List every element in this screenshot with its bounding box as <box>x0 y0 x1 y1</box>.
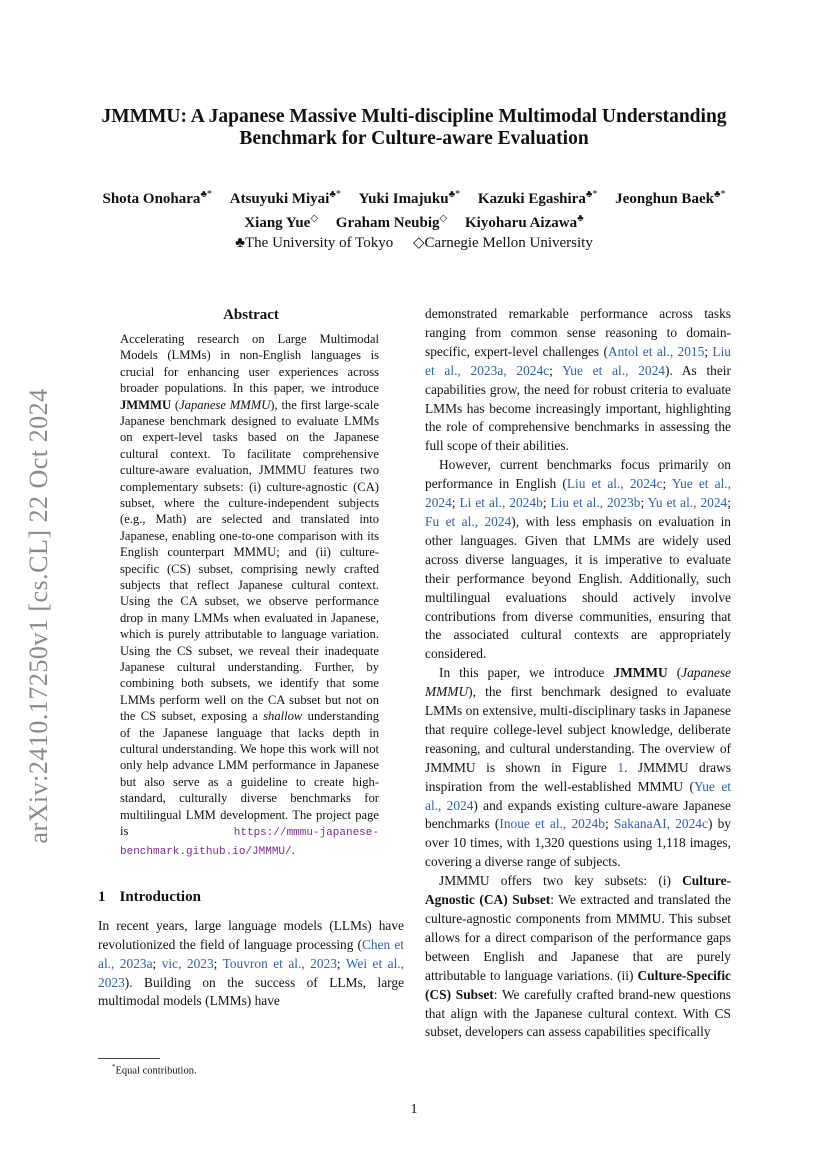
left-column <box>98 306 404 1011</box>
affiliation: ◇Carnegie Mellon University <box>413 235 593 251</box>
intro-paragraph-3: However, current benchmarks focus primarily on performance in English (Liu et al., 2024c; Yue et al., 2024; Li et al., 2024b; Liu et al., 2023b; Yu et al., 2024; Fu et al., 2024), with less emphasis on evaluation in other languages. Given that LMMs are widely used across diverse languages, it is imperative to evaluate their performance beyond English. Additionally, such multilingual evaluations should actively involve contributions from diverse communities, ensuring that the associated cultural contexts are appropriately considered. <box>425 457 732 662</box>
citation-link[interactable]: Wei et al., 2023 <box>98 955 405 990</box>
paper-title <box>80 106 748 150</box>
citation-link[interactable]: Antol et al., 2015 <box>607 343 705 359</box>
intro-paragraph-5: JMMMU offers two key subsets: (i) Culture-Agnostic (CA) Subset: We extracted and translated the culture-agnostic components from MMMU. This subset allows for a direct comparison of the performance gaps between English and Japanese that are purely attributable to language variations. (ii) Culture-Specific (CS) Subset: We carefully crafted brand-new questions that align with the Japanese cultural context. With CS subset, developers can assess capabilities specifically <box>425 873 731 1040</box>
intro-paragraph-1: In recent years, large language models (LLMs) have revolutionized the field of language processing (Chen et al., 2023a; vic, 2023; Touvron et al., 2023; Wei et al., 2023). Building on the success of LLMs, large multimodal models (LMMs) have <box>98 917 405 1009</box>
section-heading-introduction: 1 Introduction <box>98 888 201 905</box>
citation-link[interactable]: Inoue et al., 2024b <box>499 816 605 832</box>
citation-link[interactable]: Liu et al., 2024c <box>566 476 663 492</box>
citation-link[interactable]: Liu et al., 2023b <box>550 495 641 511</box>
intro-paragraph-4: In this paper, we introduce JMMMU (Japanese MMMU), the first benchmark designed to evaluate LMMs on extensive, multi-disciplinary tasks in Japanese that require college-level subject knowledge, deliberate reasoning, and cultural understanding. The overview of JMMMU is shown in Figure 1. JMMMU draws inspiration from the well-established MMMU (Yue et al., 2024) and expands existing culture-aware Japanese benchmarks (Inoue et al., 2024b; SakanaAI, 2024c) by over 10 times, with 1,320 questions using 1,118 images, covering a diverse range of subjects. <box>425 665 732 870</box>
author: Kazuki Egashira♣* <box>477 189 598 207</box>
intro-paragraph-2: demonstrated remarkable performance across tasks ranging from common sense reasoning to domain-specific, expert-level challenges (Antol et al., 2015; Liu et al., 2023a, 2024c; Yue et al., 2024). As their capabilities grow, the need for robust criteria to evaluate LMMs has become increasingly important, highlighting the role of comprehensive benchmarks in assessing the full scope of their abilities. <box>425 306 731 454</box>
author: Graham Neubig◇ <box>335 213 448 231</box>
abstract-heading: Abstract <box>223 307 279 323</box>
author-block <box>40 185 788 253</box>
page-number: 1 <box>410 1102 418 1117</box>
citation-link[interactable]: SakanaAI, 2024c <box>613 816 708 832</box>
citation-link[interactable]: Touvron et al., 2023 <box>222 955 337 971</box>
citation-link[interactable]: Chen et al., 2023a <box>98 936 405 971</box>
footnote: *Equal contribution. <box>112 1063 197 1077</box>
citation-link[interactable]: Yu et al., 2024 <box>647 495 728 511</box>
citation-link[interactable]: vic, 2023 <box>161 955 214 971</box>
affiliations <box>40 233 788 253</box>
arxiv-sidebar <box>22 366 56 866</box>
author: Yuki Imajuku♣* <box>358 189 461 207</box>
title-line-1: JMMMU: A Japanese Massive Multi-discipline Multimodal Understanding <box>101 106 727 127</box>
authors-line-1 <box>40 185 788 209</box>
citation-link[interactable]: Fu et al., 2024 <box>425 513 512 529</box>
abstract-text: Accelerating research on Large Multimodal Models (LMMs) in non-English languages is crucial for enhancing user experiences across broader populations. In this paper, we introduce JMMMU (Japanese MMMU), the first large-scale Japanese benchmark designed to evaluate LMMs on expert-level tasks based on the Japanese cultural context. To facilitate comprehensive culture-aware evaluation, JMMMU features two complementary subsets: (i) culture-agnostic (CA) subset, where the culture-independent subjects (e.g., Math) are selected and translated into Japanese, enabling one-to-one comparison with its English counterpart MMMU; and (ii) culture-specific (CS) subset, comprising newly crafted subjects that reflect Japanese cultural context. Using the CA subset, we observe performance drop in many LMMs when evaluated in Japanese, which is purely attributable to language variation. Using the CS subset, we reveal their inadequate Japanese cultural understanding. Further, by combining both subsets, we identify that some LMMs perform well on the CA subset but not on the CS subset, exposing a shallow understanding of the Japanese language that lacks depth in cultural understanding. We hope this work will not only help advance LMM performance in Japanese but also serve as a guideline to create high-standard, culturally diverse benchmarks for multilingual LMM development. The project page is https://mmmu-japanese-benchmark.github.io/JMMMU/. <box>120 331 380 858</box>
title-line-2: Benchmark for Culture-aware Evaluation <box>239 128 589 149</box>
figure-link[interactable]: 1 <box>617 759 625 775</box>
right-column <box>425 305 731 1042</box>
author: Xiang Yue◇ <box>244 213 319 231</box>
citation-link[interactable]: Li et al., 2024b <box>459 495 543 511</box>
affiliation: ♣The University of Tokyo <box>235 235 394 251</box>
citation-link[interactable]: Yue et al., 2024 <box>425 778 731 813</box>
author: Kiyoharu Aizawa♣ <box>465 213 584 231</box>
authors-line-2 <box>40 209 788 233</box>
citation-link[interactable]: Yue et al., 2024 <box>425 476 732 511</box>
footnote-divider <box>98 1058 160 1059</box>
author: Atsuyuki Miyai♣* <box>229 189 341 207</box>
project-page-link[interactable]: https://mmmu-japanese-benchmark.github.io/JMMMU/ <box>120 827 379 858</box>
citation-link[interactable]: Yue et al., 2024 <box>562 362 665 378</box>
author: Jeonghun Baek♣* <box>615 189 726 207</box>
author: Shota Onohara♣* <box>102 189 212 207</box>
arxiv-identifier: arXiv:2410.17250v1 [cs.CL] 22 Oct 2024 <box>24 388 53 844</box>
citation-link[interactable]: Liu et al., 2023a, 2024c <box>425 343 731 378</box>
